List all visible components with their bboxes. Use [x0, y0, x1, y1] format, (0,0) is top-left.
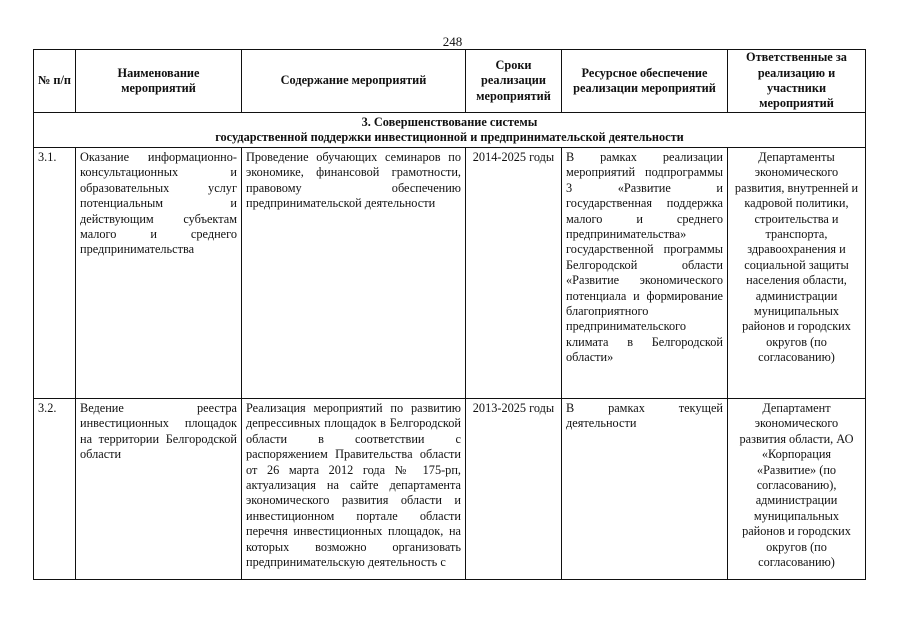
- section-title: [34, 113, 866, 148]
- row-resources: В рамках реализации мероприятий подпрограммы 3 «Развитие и государственная поддержка малого и среднего предпринимательства» государственной программы Белгородской области «Развитие экономического потенциала и формирование благоприятного предпринимательского климата в Белгородской области»: [562, 148, 728, 399]
- header-content: Содержание мероприятий: [242, 50, 466, 113]
- header-responsible: Ответственные за реализацию и участники мероприятий: [728, 50, 866, 113]
- row-number: 3.1.: [34, 148, 76, 399]
- row-content: Проведение обучающих семинаров по экономике, финансовой грамотности, правовому обеспечению предпринимательской деятельности: [242, 148, 466, 399]
- row-responsible: Департаменты экономического развития, внутренней и кадровой политики, строительства и транспорта, здравоохранения и социальной защиты населения области, администрации муниципальных районов и городских округов (по согласованию): [728, 148, 866, 399]
- header-number: № п/п: [34, 50, 76, 113]
- table-header-row: [34, 50, 866, 113]
- header-name: Наименование мероприятий: [76, 50, 242, 113]
- row-content: Реализация мероприятий по развитию депрессивных площадок в Белгородской области в соответствии с распоряжением Правительства области от 26 марта 2012 года № 175-рп, актуализация на сайте департамента экономического развития области и инвестиционном портале области перечня инвестиционных площадок, на которых возможно организовать предпринимательскую деятельность с: [242, 399, 466, 580]
- measures-table: [33, 49, 866, 580]
- table-row: [34, 148, 866, 399]
- row-responsible: Департамент экономического развития области, АО «Корпорация «Развитие» (по согласованию), администрации муниципальных районов и городских округов (по согласованию): [728, 399, 866, 580]
- section-row: [34, 113, 866, 148]
- header-resources: Ресурсное обеспечение реализации мероприятий: [562, 50, 728, 113]
- section-title-line1: 3. Совершенствование системы: [361, 115, 538, 129]
- table-row: [34, 399, 866, 580]
- row-number: 3.2.: [34, 399, 76, 580]
- header-period: Сроки реализации мероприятий: [466, 50, 562, 113]
- row-name: Ведение реестра инвестиционных площадок на территории Белгородской области: [76, 399, 242, 580]
- row-period: 2013-2025 годы: [466, 399, 562, 580]
- row-resources: В рамках текущей деятельности: [562, 399, 728, 580]
- row-name: Оказание информационно-консультационных и образовательных услуг потенциальным и действующим субъектам малого и среднего предпринимательства: [76, 148, 242, 399]
- section-title-line2: государственной поддержки инвестиционной и предпринимательской деятельности: [215, 130, 684, 144]
- page-number: 248: [442, 34, 463, 49]
- row-period: 2014-2025 годы: [466, 148, 562, 399]
